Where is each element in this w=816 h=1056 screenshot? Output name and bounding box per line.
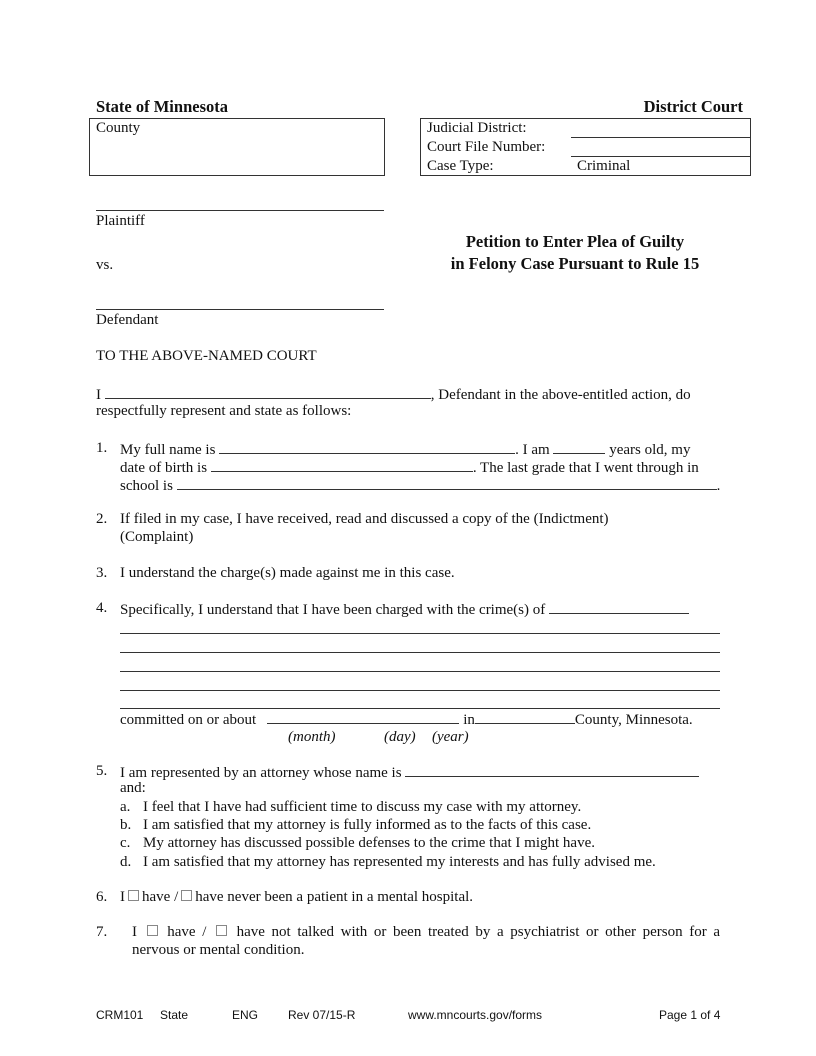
- label: have not talked with or been treated by a psychiatrist or other person for a: [236, 924, 721, 940]
- crime-line[interactable]: [120, 671, 720, 672]
- intro-i: I: [96, 387, 101, 403]
- attorney-name-field[interactable]: [405, 762, 699, 777]
- item-1-line2: [120, 457, 699, 477]
- item-1-line3: [120, 475, 720, 495]
- label: in: [463, 712, 475, 728]
- label: have /: [167, 924, 207, 940]
- item-3-text: I understand the charge(s) made against me in this case.: [120, 565, 455, 581]
- have-not-checkbox[interactable]: [216, 925, 227, 936]
- case-type-label: Case Type:: [427, 158, 494, 174]
- label: I: [120, 889, 125, 905]
- case-type-value: Criminal: [577, 158, 631, 174]
- footer-revision: Rev 07/15-R: [288, 1008, 356, 1022]
- case-info-box: [420, 118, 751, 176]
- court-heading: District Court: [643, 97, 743, 116]
- have-checkbox[interactable]: [147, 925, 158, 936]
- intro-line1: [96, 384, 691, 404]
- crime-line[interactable]: [120, 652, 720, 653]
- item-number: 6.: [96, 889, 108, 905]
- sub-item: I am satisfied that my attorney is fully informed as to the facts of this case.: [143, 817, 592, 833]
- item-6-line: [120, 888, 473, 906]
- year-hint: (year): [432, 729, 469, 745]
- item-5-line1: [120, 762, 699, 782]
- footer-page-number: Page 1 of 4: [659, 1008, 721, 1022]
- sub-item: My attorney has discussed possible defenses to the crime that I might have.: [143, 835, 595, 851]
- sub-item: I am satisfied that my attorney has represented my interests and has fully advised me.: [143, 854, 656, 870]
- intro-line2: respectfully represent and state as follows:: [96, 403, 352, 419]
- item-2-line2: (Complaint): [120, 529, 194, 545]
- sub-letter: d.: [120, 854, 132, 870]
- label: Specifically, I understand that I have been charged with the crime(s) of: [120, 602, 546, 618]
- item-4-committed: [120, 709, 693, 729]
- school-grade-field[interactable]: [177, 475, 717, 490]
- label: . The last grade that I went through in: [472, 460, 699, 476]
- label: My full name is: [120, 442, 216, 458]
- item-number: 7.: [96, 924, 108, 940]
- item-number: 5.: [96, 763, 108, 779]
- sub-letter: b.: [120, 817, 132, 833]
- crime-line[interactable]: [120, 633, 720, 634]
- have-never-checkbox[interactable]: [181, 890, 192, 901]
- item-5-and: and:: [120, 780, 146, 796]
- label: date of birth is: [120, 460, 208, 476]
- footer-form-id: CRM101: [96, 1008, 144, 1022]
- label: . I am: [515, 442, 550, 458]
- item-number: 2.: [96, 511, 108, 527]
- have-checkbox[interactable]: [128, 890, 139, 901]
- crime-line[interactable]: [120, 690, 720, 691]
- label: have never been a patient in a mental hospital.: [195, 889, 474, 905]
- sub-letter: a.: [120, 799, 131, 815]
- intro-rest: , Defendant in the above-entitled action, do: [430, 387, 691, 403]
- defendant-label: Defendant: [96, 312, 159, 328]
- month-hint: (month): [288, 729, 336, 745]
- state-heading: State of Minnesota: [96, 97, 228, 116]
- label: County, Minnesota.: [574, 712, 693, 728]
- county-box[interactable]: [89, 118, 385, 176]
- county-label: County: [96, 120, 141, 136]
- plaintiff-field[interactable]: [96, 210, 384, 211]
- item-number: 1.: [96, 440, 108, 456]
- court-file-label: Court File Number:: [427, 139, 546, 155]
- label: I: [132, 924, 137, 940]
- defendant-field[interactable]: [96, 309, 384, 310]
- county-field[interactable]: [475, 709, 575, 724]
- footer-state: State: [160, 1008, 189, 1022]
- footer-language: ENG: [232, 1008, 259, 1022]
- label: school is: [120, 478, 173, 494]
- label: .: [716, 478, 721, 494]
- full-name-field[interactable]: [219, 439, 515, 454]
- age-field[interactable]: [553, 439, 605, 454]
- vs-label: vs.: [96, 257, 114, 273]
- item-2-line1: If filed in my case, I have received, read and discussed a copy of the (Indictment): [120, 511, 609, 527]
- label: years old, my: [609, 442, 691, 458]
- judicial-district-label: Judicial District:: [427, 120, 527, 136]
- footer-url[interactable]: www.mncourts.gov/forms: [408, 1008, 543, 1022]
- defendant-name-field[interactable]: [105, 384, 431, 399]
- plaintiff-label: Plaintiff: [96, 213, 145, 229]
- judicial-district-field[interactable]: [571, 137, 750, 138]
- form-title-line2: in Felony Case Pursuant to Rule 15: [450, 254, 700, 273]
- form-title-line1: Petition to Enter Plea of Guilty: [465, 232, 685, 251]
- offense-date-field[interactable]: [267, 709, 459, 724]
- sub-item: I feel that I have had sufficient time to discuss my case with my attorney.: [143, 799, 582, 815]
- sub-letter: c.: [120, 835, 131, 851]
- crime-field[interactable]: [549, 599, 689, 614]
- item-number: 3.: [96, 565, 108, 581]
- item-7-line1: [132, 923, 720, 941]
- label: I am represented by an attorney whose name is: [120, 765, 402, 781]
- label: have /: [142, 889, 179, 905]
- item-4-line1: [120, 599, 689, 619]
- item-7-line2: nervous or mental condition.: [132, 942, 305, 958]
- item-1-line1: [120, 439, 690, 459]
- salutation: TO THE ABOVE-NAMED COURT: [96, 348, 317, 364]
- label: committed on or about: [120, 712, 257, 728]
- day-hint: (day): [384, 729, 416, 745]
- item-number: 4.: [96, 600, 108, 616]
- date-of-birth-field[interactable]: [211, 457, 473, 472]
